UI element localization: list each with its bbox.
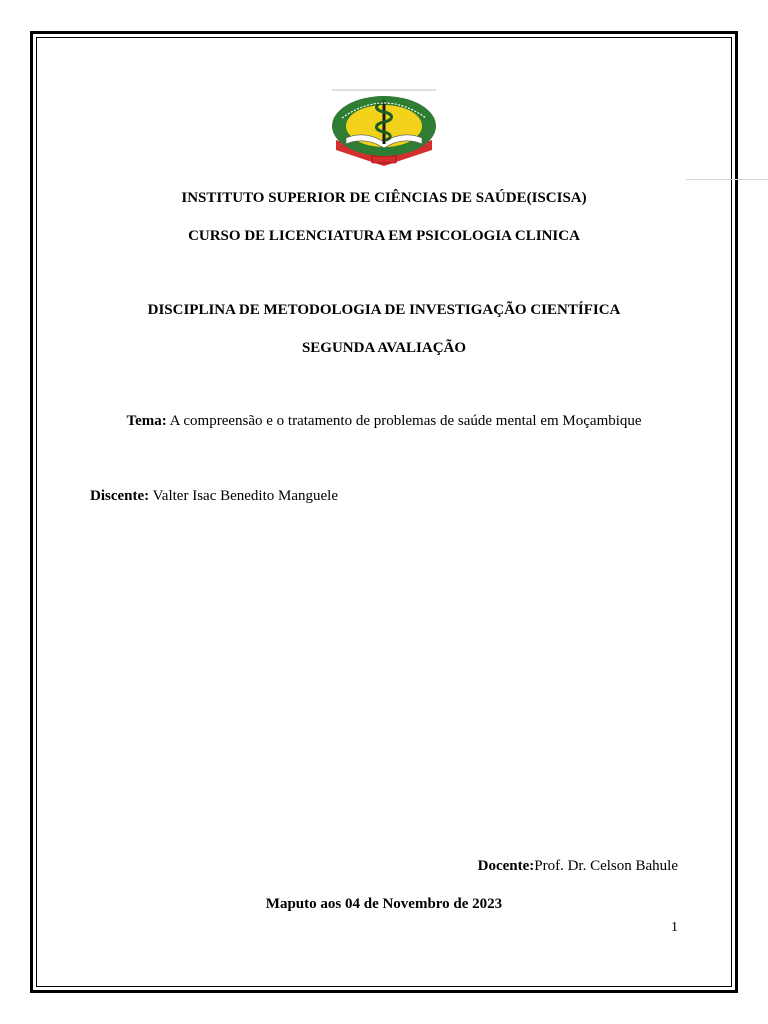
assessment-title: SEGUNDA AVALIAÇÃO	[301, 340, 467, 356]
discente-value: Valter Isac Benedito Manguele	[149, 488, 338, 504]
discipline-title: DISCIPLINA DE METODOLOGIA DE INVESTIGAÇÃO CIENTÍFICA	[147, 302, 621, 318]
date-line: Maputo aos 04 de Novembro de 2023	[265, 896, 503, 912]
rod-of-asclepius-emblem-icon	[328, 88, 440, 168]
page-number: 1	[671, 920, 678, 935]
page-border-inner	[36, 37, 732, 987]
tema-value: A compreensão e o tratamento de problemas de saúde mental em Moçambique	[166, 413, 642, 429]
docente-line	[478, 858, 678, 875]
course-title: CURSO DE LICENCIATURA EM PSICOLOGIA CLINICA	[188, 228, 580, 244]
docente-value: Prof. Dr. Celson Bahule	[534, 858, 678, 874]
discente-label: Discente:	[90, 488, 150, 504]
docente-label: Docente:	[477, 858, 535, 874]
tema-line	[0, 413, 768, 430]
margin-divider	[686, 179, 768, 180]
institution-title: INSTITUTO SUPERIOR DE CIÊNCIAS DE SAÚDE(ISCISA)	[181, 190, 587, 206]
tema-label: Tema:	[126, 413, 167, 429]
discente-line	[90, 488, 338, 505]
